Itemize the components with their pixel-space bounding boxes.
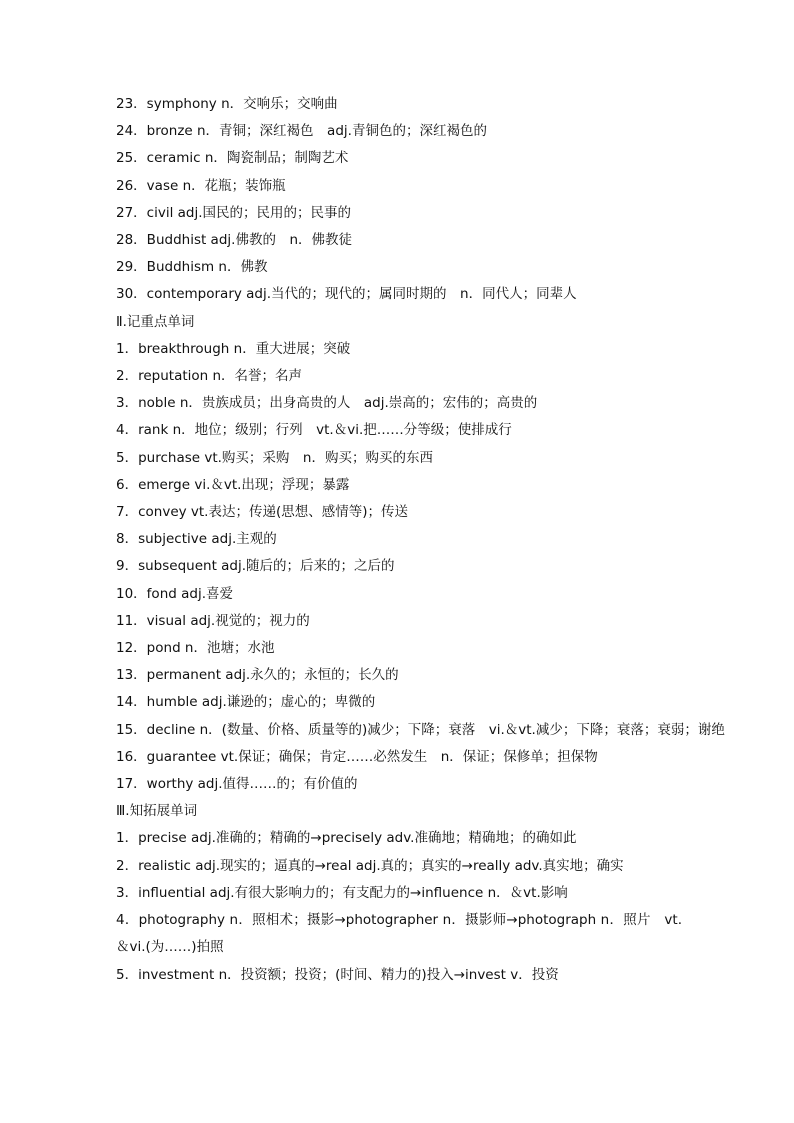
vocab-entry: 5．purchase vt.购买；采购 n．购买；购买的东西 <box>116 449 433 466</box>
vocab-entry: 28．Buddhist adj.佛教的 n．佛教徒 <box>116 232 352 249</box>
vocab-entry: 15．decline n．(数量、价格、质量等的)减少；下降；衰落 vi.＆vt.减少；下降；衰落；衰弱；谢绝 <box>116 721 725 738</box>
section-2-heading: Ⅱ.记重点单词 <box>116 313 195 330</box>
section-1-list <box>116 91 682 309</box>
vocab-entry: 4．photography n．照相术；摄影→photographer n．摄影师→photograph n．照片 vt.＆vi.(为……)拍照 <box>116 912 682 956</box>
vocab-entry: 4．rank n．地位；级别；行列 vt.＆vi.把……分等级；使排成行 <box>116 422 512 439</box>
section-3-list <box>116 825 682 988</box>
vocab-entry: 5．investment n．投资额；投资；(时间、精力的)投入→invest v．投资 <box>116 966 559 983</box>
vocab-entry: 27．civil adj.国民的；民用的；民事的 <box>116 204 352 221</box>
vocab-entry: 16．guarantee vt.保证；确保；肯定……必然发生 n．保证；保修单；担保物 <box>116 748 598 765</box>
vocab-entry: 3．noble n．贵族成员；出身高贵的人 adj.崇高的；宏伟的；高贵的 <box>116 395 538 412</box>
vocab-entry: 24．bronze n．青铜；深红褐色 adj.青铜色的；深红褐色的 <box>116 123 487 140</box>
section-3-heading: Ⅲ.知拓展单词 <box>116 803 198 820</box>
vocab-entry: 2．reputation n．名誉；名声 <box>116 368 303 385</box>
vocab-entry: 9．subsequent adj.随后的；后来的；之后的 <box>116 558 395 575</box>
vocab-entry: 8．subjective adj.主观的 <box>116 531 277 548</box>
vocab-entry: 30．contemporary adj.当代的；现代的；属同时期的 n．同代人；同辈人 <box>116 286 577 303</box>
vocab-entry: 13．permanent adj.永久的；永恒的；长久的 <box>116 667 399 684</box>
vocab-entry: 17．worthy adj.值得……的；有价值的 <box>116 776 358 793</box>
vocabulary-list <box>116 91 725 989</box>
vocab-entry: 6．emerge vi.＆vt.出现；浮现；暴露 <box>116 476 350 493</box>
vocab-entry: 10．fond adj.喜爱 <box>116 585 233 602</box>
vocab-entry: 11．visual adj.视觉的；视力的 <box>116 612 310 629</box>
section-2-list <box>116 336 725 798</box>
vocab-entry: 25．ceramic n．陶瓷制品；制陶艺术 <box>116 150 349 167</box>
vocab-entry: 3．influential adj.有很大影响力的；有支配力的→influence n．＆vt.影响 <box>116 884 568 901</box>
vocab-entry: 29．Buddhism n．佛教 <box>116 259 268 276</box>
vocab-entry: 12．pond n．池塘；水池 <box>116 640 275 657</box>
vocab-entry: 7．convey vt.表达；传递(思想、感情等)；传送 <box>116 504 409 521</box>
vocab-entry: 1．precise adj.准确的；精确的→precisely adv.准确地；精确地；的确如此 <box>116 830 577 847</box>
vocab-entry: 26．vase n．花瓶；装饰瓶 <box>116 177 286 194</box>
vocab-entry: 23．symphony n．交响乐；交响曲 <box>116 96 338 112</box>
vocab-entry: 1．breakthrough n．重大进展；突破 <box>116 340 351 357</box>
vocab-entry: 14．humble adj.谦逊的；虚心的；卑微的 <box>116 694 376 711</box>
vocab-entry: 2．realistic adj.现实的；逼真的→real adj.真的；真实的→really adv.真实地；确实 <box>116 857 624 874</box>
